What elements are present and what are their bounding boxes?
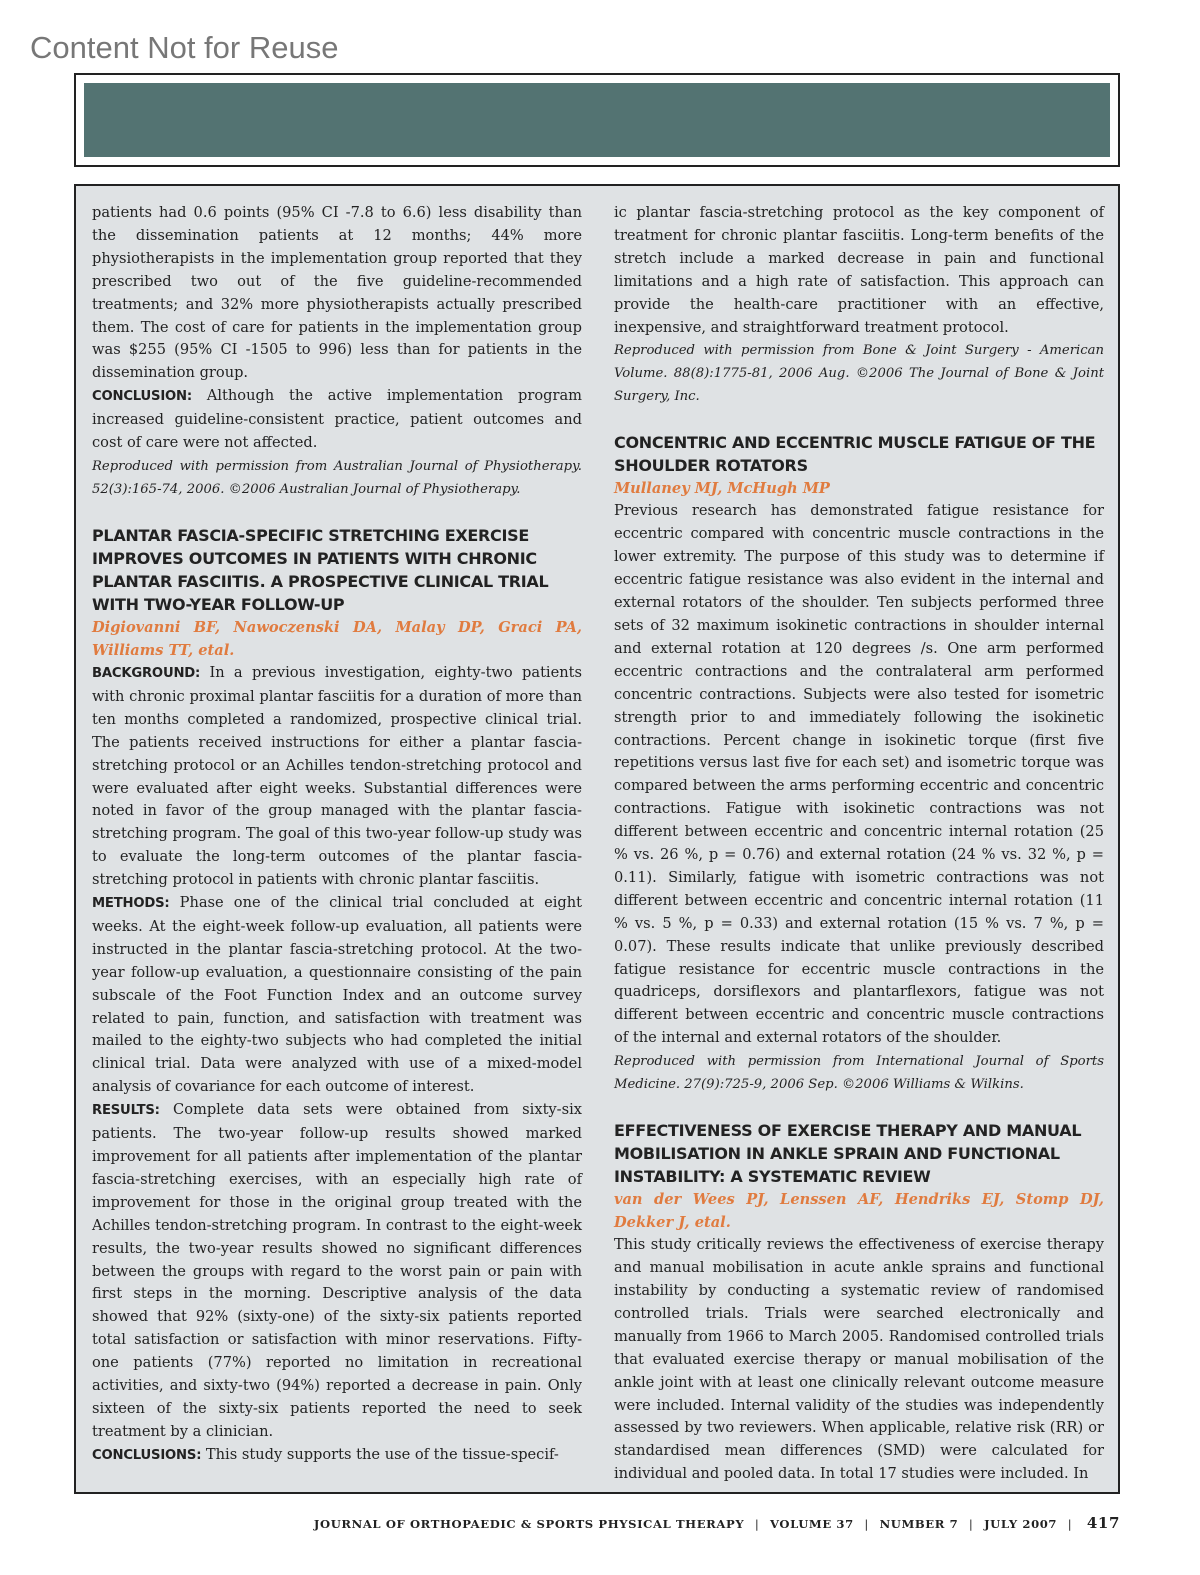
watermark-text: Content Not for Reuse — [30, 30, 339, 65]
article-authors: Digiovanni BF, Nawoczenski DA, Malay DP, Graci PA, Williams TT, etal. — [92, 618, 582, 659]
right-column — [614, 202, 1104, 1486]
article-body: Previous research has demonstrated fatigue resistance for eccentric compared with concentric muscle contractions in the lower extremity. The purpose of this study was to determine if eccentric fatigue resistance was also evident in the internal and external rotators of the shoulder. Ten subjects performed three sets of 32 maximum isokinetic contractions in shoulder internal and external rotation at 120 degrees /s. One arm performed eccentric contractions and the contralateral arm performed concentric contractions. Subjects were also tested for isometric strength prior to and immediately following the isokinetic contractions. Percent change in isokinetic torque (first five repetitions versus last five for each set) and isometric torque was compared between the arms performing eccentric and concentric contractions. Fatigue with isokinetic contractions was not different between eccentric and concentric internal rotation (25 % vs. 26 %, p = 0.76) and external rotation (24 % vs. 32 %, p = 0.11). Similarly, fatigue with isometric contractions was not different between eccentric and concentric internal rotation (11 % vs. 5 %, p = 0.33) and external rotation (15 % vs. 7 %, p = 0.07). These results indicate that unlike previously described fatigue resistance for eccentric muscle contractions in the quadriceps, dorsiflexors and plantarflexors, fatigue was not different between eccentric and concentric muscle contractions of the internal and external rotators of the shoulder. — [614, 502, 1104, 1047]
conclusion-paragraph — [92, 385, 582, 455]
article-body: This study critically reviews the effectiveness of exercise therapy and manual mobilisation in acute ankle sprains and functional instability by conducting a systematic review of randomised controlled trials. Trials were searched electronically and manually from 1966 to March 2005. Randomised controlled trials that evaluated exercise therapy or manual mobilisation of the ankle joint with at least one clinically relevant outcome measure were included. Internal validity of the studies was independently assessed by two reviewers. When applicable, relative risk (RR) or standardised mean differences (SMD) were calculated for individual and pooled data. In total 17 studies were included. In — [614, 1236, 1104, 1483]
article-authors: Mullaney MJ, McHugh MP — [614, 480, 830, 498]
header-banner — [74, 73, 1120, 167]
issue-date: JULY 2007 — [984, 1517, 1058, 1531]
background-paragraph — [92, 662, 582, 892]
reproduction-credit: Reproduced with permission from International Journal of Sports Medicine. 27(9):725-9, 2006 Sep. ©2006 Williams & Wilkins. — [614, 1054, 1104, 1093]
footer-separator: | — [1067, 1517, 1073, 1531]
results-label: RESULTS: — [92, 1103, 160, 1119]
continued-paragraph: ic plantar fascia-stretching protocol as the key component of treatment for chronic plantar fasciitis. Long-term benefits of the stretch include a marked decrease in pain and functional limitations and a high rate of satisfaction. This approach can provide the health-care practitioner with an effective, inexpensive, and straightforward treatment protocol. — [614, 204, 1104, 336]
footer-separator: | — [754, 1517, 760, 1531]
results-paragraph — [92, 1099, 582, 1444]
issue-number: NUMBER 7 — [879, 1517, 959, 1531]
footer-separator: | — [864, 1517, 869, 1531]
results-text: Complete data sets were obtained from sixty-six patients. The two-year follow-up results showed marked improvement for all patients after implementation of the plantar fascia-stretching exercises, with an especially high rate of improvement for those in the original group treated with the Achilles tendon-stretching program. In contrast to the eight-week results, the two-year results showed no significant differences between the groups with regard to the worst pain or pain with first steps in the morning. Descriptive analysis of the data showed that 92% (sixty-one) of the sixty-six patients reported total satisfaction or satisfaction with minor reservations. Fifty-one patients (77%) reported no limitation in recreational activities, and sixty-two (94%) reported a decrease in pain. Only sixteen of the sixty-six patients reported the need to seek treatment by a clinician. — [92, 1101, 582, 1440]
header-color-bar — [84, 83, 1110, 157]
article-title: PLANTAR FASCIA-SPECIFIC STRETCHING EXERCISE IMPROVES OUTCOMES IN PATIENTS WITH CHRONIC PLANTAR FASCIITIS. A PROSPECTIVE CLINICAL TRIAL WITH TWO-YEAR FOLLOW-UP — [92, 525, 549, 614]
conclusion-text: Although the active implementation program increased guideline-consistent practice, patient outcomes and cost of care were not affected. — [92, 387, 582, 452]
background-text: In a previous investigation, eighty-two patients with chronic proximal plantar fasciitis for a duration of more than ten months completed a randomized, prospective clinical trial. The patients received instructions for either a plantar fascia-stretching protocol or an Achilles tendon-stretching protocol and were evaluated after eight weeks. Substantial differences were noted in favor of the group managed with the plantar fascia-stretching program. The goal of this two-year follow-up study was to evaluate the long-term outcomes of the plantar fascia-stretching protocol in patients with chronic plantar fasciitis. — [92, 663, 582, 889]
reproduction-credit: Reproduced with permission from Bone & Joint Surgery - American Volume. 88(8):1775-81, 2006 Aug. ©2006 The Journal of Bone & Joint Surgery, Inc. — [614, 343, 1104, 405]
article-title: CONCENTRIC AND ECCENTRIC MUSCLE FATIGUE OF THE SHOULDER ROTATORS — [614, 433, 1096, 476]
methods-text: Phase one of the clinical trial concluded at eight weeks. At the eight-week follow-up evaluation, all patients were instructed in the plantar fascia-stretching protocol. At the two-year follow-up evaluation, a questionnaire consisting of the pain subscale of the Foot Function Index and an outcome survey related to pain, function, and satisfaction with treatment was mailed to the eighty-two subjects who had completed the initial clinical trial. Data were analyzed with use of a mixed-model analysis of covariance for each outcome of interest. — [92, 894, 582, 1096]
intro-paragraph: patients had 0.6 points (95% CI -7.8 to 6.6) less disability than the dissemination patients at 12 months; 44% more physiotherapists in the implementation group reported that they prescribed two out of the five guideline-recommended treatments; and 32% more physiotherapists actually prescribed them. The cost of care for patients in the implementation group was $255 (95% CI -1505 to 996) less than for patients in the dissemination group. — [92, 204, 582, 382]
footer-separator: | — [968, 1517, 974, 1531]
article-authors: van der Wees PJ, Lenssen AF, Hendriks EJ, Stomp DJ, Dekker J, etal. — [614, 1191, 1104, 1232]
abstracts-panel — [74, 184, 1120, 1494]
methods-label: METHODS: — [92, 896, 170, 912]
article-title: EFFECTIVENESS OF EXERCISE THERAPY AND MANUAL MOBILISATION IN ANKLE SPRAIN AND FUNCTIONAL INSTABILITY: A SYSTEMATIC REVIEW — [614, 1121, 1082, 1187]
page-footer — [314, 1514, 1120, 1532]
page-number: 417 — [1086, 1514, 1120, 1532]
conclusion-label: CONCLUSION: — [92, 389, 192, 405]
left-column — [92, 202, 582, 1468]
background-label: BACKGROUND: — [92, 665, 201, 681]
conclusions-text: This study supports the use of the tissue-specif- — [201, 1445, 559, 1463]
reproduction-credit: Reproduced with permission from Australian Journal of Physiotherapy. 52(3):165-74, 2006. ©2006 Australian Journal of Physiotherapy. — [92, 458, 582, 497]
conclusions-label: CONCLUSIONS: — [92, 1447, 202, 1463]
journal-name: JOURNAL OF ORTHOPAEDIC & SPORTS PHYSICAL THERAPY — [313, 1517, 745, 1531]
volume-number: VOLUME 37 — [770, 1517, 854, 1531]
conclusions-paragraph — [92, 1444, 582, 1468]
methods-paragraph — [92, 892, 582, 1099]
